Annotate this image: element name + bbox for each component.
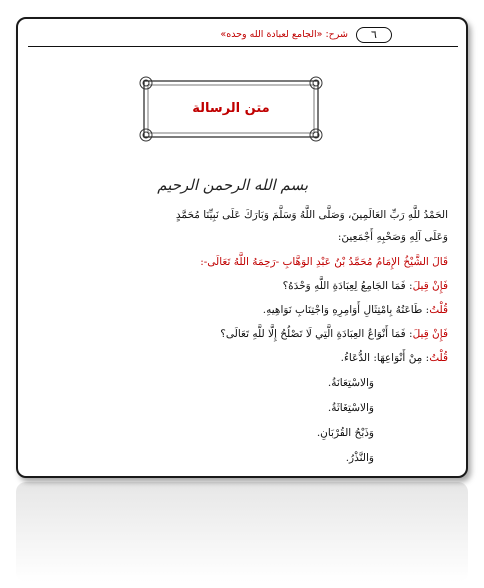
text-line: فَإِنْ قِيلَ: فَمَا أَنْوَاعُ العِبَادَةِ الَّتِي لَا تَصْلُحُ إِلَّا للَّهِ تَعَالَى؟	[220, 328, 448, 340]
line-label: فَإِنْ قِيلَ	[412, 328, 448, 340]
text-line: وَالاسْتِعَانَةُ.	[327, 377, 374, 389]
text-line: وَعَلَى آلِهِ وَصَحْبِهِ أَجْمَعِينَ:	[337, 231, 448, 243]
text-line: قَالَ الشَّيْخُ الإِمَامُ مُحَمَّدُ بْنُ عَبْدِ الوَهَّابِ -رَحِمَهُ اللَّهُ تَعَالَى-:	[200, 256, 448, 268]
page-reflection	[16, 482, 468, 582]
text-line: وَالنَّذْرُ.	[345, 452, 374, 464]
basmala: بسم الله الرحمن الرحيم	[157, 176, 308, 194]
text-line: وَالاسْتِغَاثَةُ.	[327, 402, 374, 414]
text-line: قُلْتُ: طَاعَتُهُ بِامْتِثَالِ أَوَامِرِهِ وَاجْتِنَابِ نَوَاهِيهِ.	[262, 304, 448, 316]
line-label: قُلْتُ	[429, 352, 448, 364]
line-label: فَإِنْ قِيلَ	[412, 280, 448, 292]
document-page	[16, 17, 468, 478]
page-number: ٦	[356, 27, 392, 43]
text-line: وَذَبْحُ القُرْبَانِ.	[316, 427, 374, 439]
section-title: متن الرسالة	[192, 101, 270, 116]
text-line: فَإِنْ قِيلَ: فَمَا الجَامِعُ لِعِبَادَةِ اللَّهِ وَحْدَهُ؟	[282, 280, 448, 292]
header-divider	[28, 46, 458, 47]
text-line: قُلْتُ: مِنْ أَنْوَاعِهَا: الدُّعَاءُ.	[340, 352, 448, 364]
running-header: شرح: «الجامع لعبادة الله وحده»	[220, 29, 348, 40]
line-label: قُلْتُ	[429, 304, 448, 316]
text-line: الحَمْدُ للَّهِ رَبِّ العَالَمِينَ، وَصَلَّى اللَّهُ وَسَلَّمَ وَبَارَكَ عَلَى نَبِيِّنَا مُحَمَّدٍ	[175, 209, 448, 221]
title-frame	[136, 73, 326, 145]
